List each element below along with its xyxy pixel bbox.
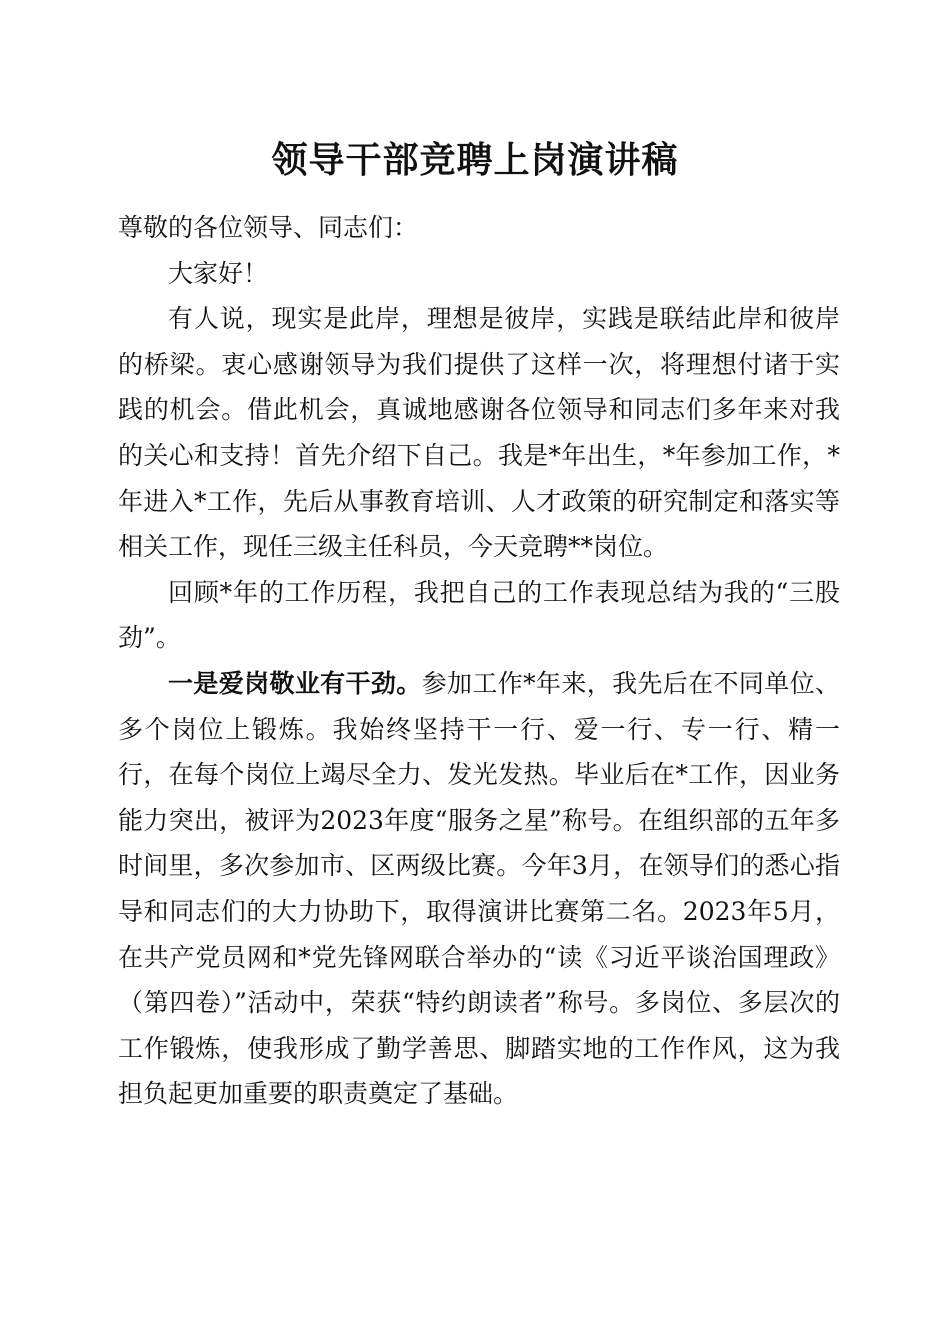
paragraph-dedication-body: 参加工作*年来，我先后在不同单位、多个岗位上锻炼。我始终坚持干一行、爱一行、专一行、精一行，在每个岗位上竭尽全力、发光发热。毕业后在*工作，因业务能力突出，被评为2023年度“服务之星”称号。在组织部的五年多时间里，多次参加市、区两级比赛。今年3月，在领导们的悉心指导和同志们的大力协助下，取得演讲比赛第二名。2023年5月，在共产党员网和*党先锋网联合举办的“读《习近平谈治国理政》（第四卷）”活动中，荣获“特约朗读者”称号。多岗位、多层次的工作锻炼，使我形成了勤学善思、脚踏实地的工作作风，这为我担负起更加重要的职责奠定了基础。: [118, 668, 840, 1109]
paragraph-three-qualities: 回顾*年的工作历程，我把自己的工作表现总结为我的“三股劲”。: [118, 577, 840, 653]
paragraph-dedication-lead: 一是爱岗敬业有干劲。: [168, 668, 422, 698]
greeting: 大家好！: [168, 258, 269, 288]
document-title: 领导干部竞聘上岗演讲稿: [271, 139, 679, 181]
paragraph-intro: 有人说，现实是此岸，理想是彼岸，实践是联结此岸和彼岸的桥梁。衷心感谢领导为我们提供了这样一次，将理想付诸于实践的机会。借此机会，真诚地感谢各位领导和同志们多年来对我的关心和支持！首先介绍下自己。我是*年出生，*年参加工作，*年进入*工作，先后从事教育培训、人才政策的研究制定和落实等相关工作，现任三级主任科员，今天竞聘**岗位。: [118, 304, 840, 562]
salutation: 尊敬的各位领导、同志们：: [118, 213, 419, 242]
paragraph-dedication: [118, 661, 840, 1117]
document-body: [118, 205, 840, 1117]
